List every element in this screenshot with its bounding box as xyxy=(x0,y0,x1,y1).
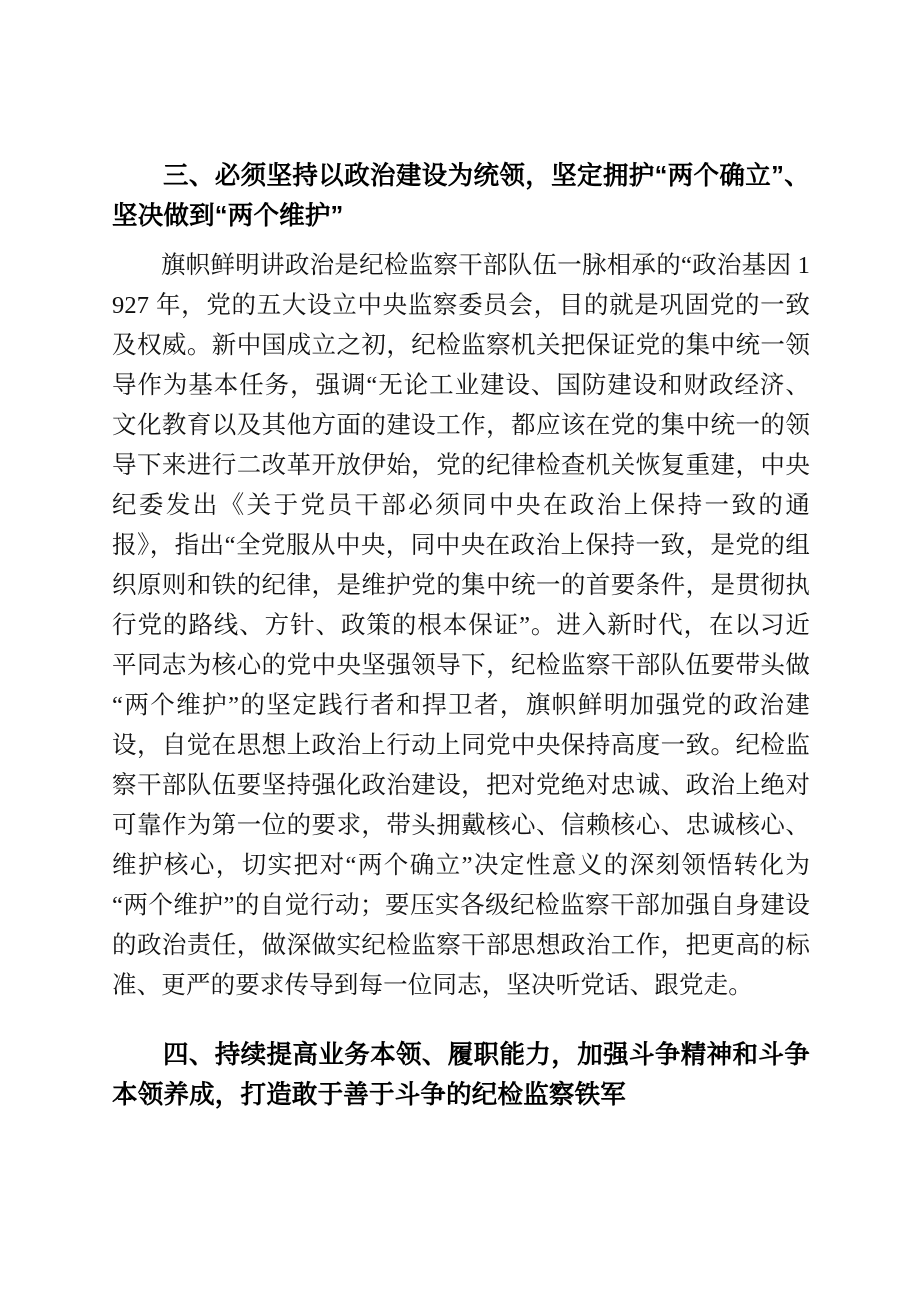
paragraph-section-three-body: 旗帜鲜明讲政治是纪检监察干部队伍一脉相承的“政治基因 1927 年，党的五大设立中央监察委员会，目的就是巩固党的一致及权威。新中国成立之初，纪检监察机关把保证党的集中统一领导作为基本任务，强调“无论工业建设、国防建设和财政经济、文化教育以及其他方面的建设工作，都应该在党的集中统一的领导下来进行二改革开放伊始，党的纪律检查机关恢复重建，中央纪委发出《关于党员干部必须同中央在政治上保持一致的通报》，指出“全党服从中央，同中央在政治上保持一致，是党的组织原则和铁的纪律，是维护党的集中统一的首要条件，是贯彻执行党的路线、方针、政策的根本保证”。进入新时代，在以习近平同志为核心的党中央坚强领导下，纪检监察干部队伍要带头做“两个维护”的坚定践行者和捍卫者，旗帜鲜明加强党的政治建设，自觉在思想上政治上行动上同党中央保持高度一致。纪检监察干部队伍要坚持强化政治建设，把对党绝对忠诚、政治上绝对可靠作为第一位的要求，带头拥戴核心、信赖核心、忠诚核心、维护核心，切实把对“两个确立”决定性意义的深刻领悟转化为“两个维护”的自觉行动；要压实各级纪检监察干部加强自身建设的政治责任，做深做实纪检监察干部思想政治工作，把更高的标准、更严的要求传导到每一位同志，坚决听党话、跟党走。 xyxy=(112,252,810,999)
heading-section-three: 三、必须坚持以政治建设为统领，坚定拥护“两个确立”、坚决做到“两个维护” xyxy=(112,162,810,230)
document-content xyxy=(112,156,810,1115)
heading-section-four: 四、持续提高业务本领、履职能力，加强斗争精神和斗争本领养成，打造敢于善于斗争的纪检监察铁军 xyxy=(112,1041,810,1109)
